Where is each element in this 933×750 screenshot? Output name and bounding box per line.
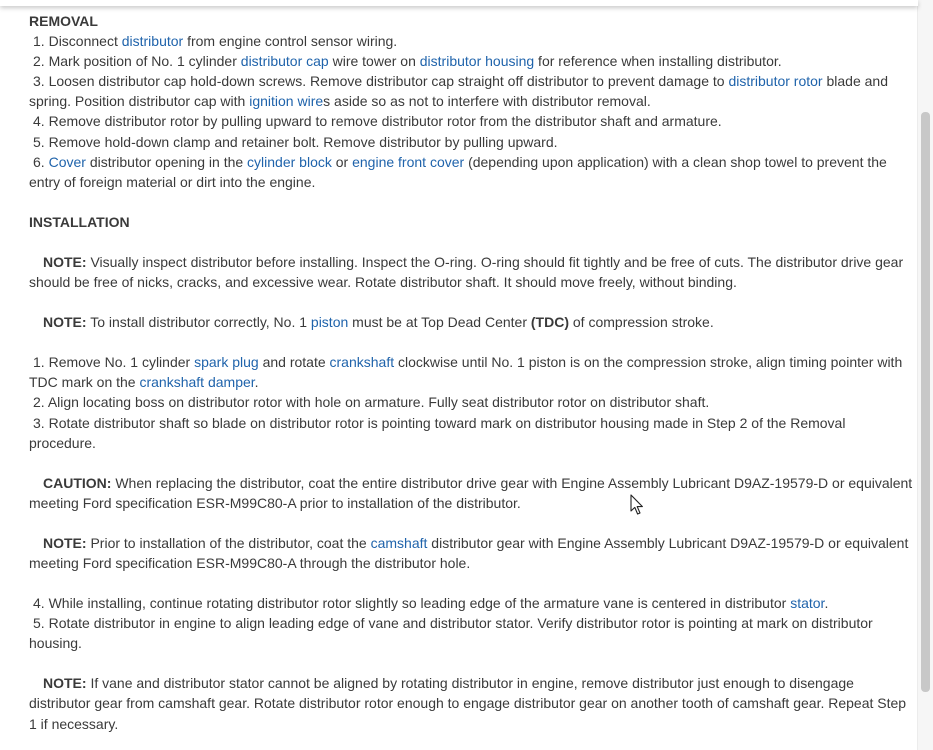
removal-heading: REMOVAL <box>29 13 98 29</box>
top-header-bar <box>0 0 918 6</box>
link-cover[interactable]: Cover <box>48 153 86 170</box>
link-piston[interactable]: piston <box>310 314 349 331</box>
spacer <box>29 653 913 673</box>
spacer <box>29 292 913 312</box>
link-crankshaft[interactable]: crankshaft <box>329 354 395 371</box>
install-step-3: 3. Rotate distributor shaft so blade on distributor rotor is pointing toward mark on distributor housing made in Step 2 of the Removal procedure. <box>29 414 846 451</box>
install-step-4: 4. While installing, continue rotating distributor rotor slightly so leading edge of the armature vane is centered in distributor stator. <box>33 595 829 612</box>
installation-heading: INSTALLATION <box>29 213 130 230</box>
removal-step-6: 6. Cover distributor opening in the cylinder block or engine front cover (depending upon application) with a clean shop towel to prevent the entry of foreign material or dirt into the engine. <box>29 153 887 190</box>
link-engine-front-cover[interactable]: engine front cover <box>352 153 465 170</box>
vertical-scrollbar[interactable] <box>917 0 933 750</box>
note-inspect: NOTE: Visually inspect distributor before installing. Inspect the O-ring. O-ring should fit tightly and be free of cuts. The distributor drive gear should be free of nicks, cracks, and excessive wear. Rotate distributor shaft. It should move freely, without binding. <box>29 253 904 291</box>
spacer <box>29 232 913 252</box>
mouse-pointer-icon <box>630 494 644 516</box>
removal-step-5: 5. Remove hold-down clamp and retainer bolt. Remove distributor by pulling upward. <box>33 133 558 150</box>
link-distributor-housing[interactable]: distributor housing <box>419 53 535 70</box>
removal-step-1: 1. Disconnect distributor from engine control sensor wiring. <box>33 33 398 50</box>
spacer <box>29 332 913 352</box>
spacer <box>29 453 913 473</box>
note-vane-alignment: NOTE: If vane and distributor stator cannot be aligned by rotating distributor in engine, remove distributor just enough to disengage distributor gear from camshaft gear. Rotate distributor rotor enough to engage distributor gear on another tooth of camshaft gear. Repeat Step 1 if necessary. <box>29 675 907 732</box>
link-crankshaft-damper[interactable]: crankshaft damper <box>139 374 255 391</box>
link-distributor[interactable]: distributor <box>121 33 184 50</box>
link-distributor-rotor[interactable]: distributor rotor <box>728 73 823 90</box>
article-content <box>29 11 913 734</box>
removal-step-3: 3. Loosen distributor cap hold-down screws. Remove distributor cap straight off distributor to prevent damage to distributor rotor blade and spring. Position distributor cap with ignition wires aside so as not to interfere with distributor removal. <box>29 73 889 110</box>
spacer <box>29 573 913 593</box>
link-stator[interactable]: stator <box>790 595 825 612</box>
caution-lubricant: CAUTION: When replacing the distributor, coat the entire distributor drive gear with Engine Assembly Lubricant D9AZ-19579-D or equivalent meeting Ford specification ESR-M99C80-A prior to installation of the distributor. <box>29 474 913 511</box>
spacer <box>29 513 913 533</box>
link-ignition-wire[interactable]: ignition wire <box>249 93 324 110</box>
install-step-1: 1. Remove No. 1 cylinder spark plug and rotate crankshaft clockwise until No. 1 piston is on the compression stroke, align timing pointer with TDC mark on the crankshaft damper. <box>29 354 903 391</box>
note-camshaft-gear: NOTE: Prior to installation of the distributor, coat the camshaft distributor gear with Engine Assembly Lubricant D9AZ-19579-D or equivalent meeting Ford specification ESR-M99C80-A through the distributor hole. <box>29 534 909 571</box>
link-camshaft[interactable]: camshaft <box>370 534 428 551</box>
link-cylinder-block[interactable]: cylinder block <box>247 153 332 170</box>
link-distributor-cap[interactable]: distributor cap <box>240 53 329 70</box>
link-spark-plug[interactable]: spark plug <box>194 354 259 371</box>
spacer <box>29 192 913 212</box>
note-tdc: NOTE: To install distributor correctly, No. 1 piston must be at Top Dead Center (TDC) of compression stroke. <box>43 314 714 331</box>
removal-step-4: 4. Remove distributor rotor by pulling upward to remove distributor rotor from the distributor shaft and armature. <box>33 113 722 130</box>
install-step-2: 2. Align locating boss on distributor rotor with hole on armature. Fully seat distributor rotor on distributor shaft. <box>33 394 710 411</box>
scrollbar-thumb[interactable] <box>921 112 930 692</box>
install-step-5: 5. Rotate distributor in engine to align leading edge of vane and distributor stator. Verify distributor rotor is pointing at mark on distributor housing. <box>29 615 873 652</box>
removal-step-2: 2. Mark position of No. 1 cylinder distributor cap wire tower on distributor housing for reference when installing distributor. <box>33 53 782 70</box>
